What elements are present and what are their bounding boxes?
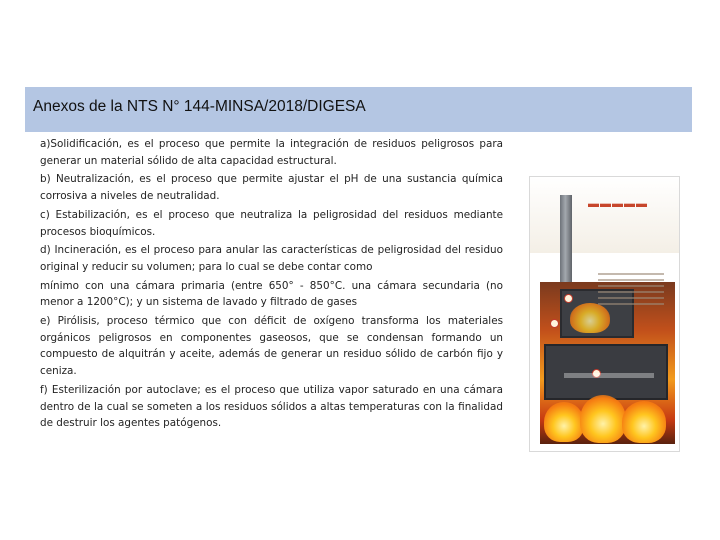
marker-icon xyxy=(550,319,559,328)
flame-icon xyxy=(544,402,584,442)
brand-logo: ▬▬▬▬▬ xyxy=(588,201,648,210)
flame-icon xyxy=(580,395,626,443)
incinerator-illustration-icon xyxy=(529,176,680,452)
paragraph-incineracion-continued: mínimo con una cámara primaria (entre 650° - 850°C. una cámara secundaria (no menor a 1200°C); y un sistema de lavado y filtrado de gases xyxy=(40,279,503,309)
page-title: Anexos de la NTS N° 144-MINSA/2018/DIGESA xyxy=(33,98,366,115)
watermark xyxy=(564,373,654,378)
flame-icon xyxy=(622,401,666,443)
primary-chamber xyxy=(544,344,668,400)
header-bar xyxy=(25,87,692,132)
paragraph-solidificacion: a)Solidificación, es el proceso que permite la integración de residuos peligrosos para generar un material sólido de alta capacidad estructural. xyxy=(40,138,503,167)
chimney-icon xyxy=(560,195,572,287)
paragraph-neutralizacion: b) Neutralización, es el proceso que permite ajustar el pH de una sustancia química corrosiva a niveles de neutralidad. xyxy=(40,173,503,203)
paragraph-incineracion: d) Incineración, es el proceso para anular las características de peligrosidad del residuo original y reducir su volumen; para lo cual se debe contar como xyxy=(40,244,503,273)
paragraph-esterilizacion: f) Esterilización por autoclave; es el proceso que utiliza vapor saturado en una cámara dentro de la cual se someten a los residuos sólidos a altas temperaturas con la finalidad de destruir los agentes patógenos. xyxy=(40,383,503,430)
paragraph-pirolisis: e) Pirólisis, proceso térmico que con déficit de oxígeno transforma los materiales orgánicos peligrosos en componentes gaseosos, que se condensan formando un compuesto de alquitrán y aceite, además de generar un residuo sólido de carbón fijo y ceniza. xyxy=(40,315,503,378)
marker-icon xyxy=(564,294,573,303)
paragraph-estabilizacion: c) Estabilización, es el proceso que neutraliza la peligrosidad del residuos mediante procesos bioquímicos. xyxy=(40,208,503,238)
figure-legend xyxy=(598,269,664,325)
annex-text xyxy=(40,136,503,434)
figure-header xyxy=(530,177,679,253)
